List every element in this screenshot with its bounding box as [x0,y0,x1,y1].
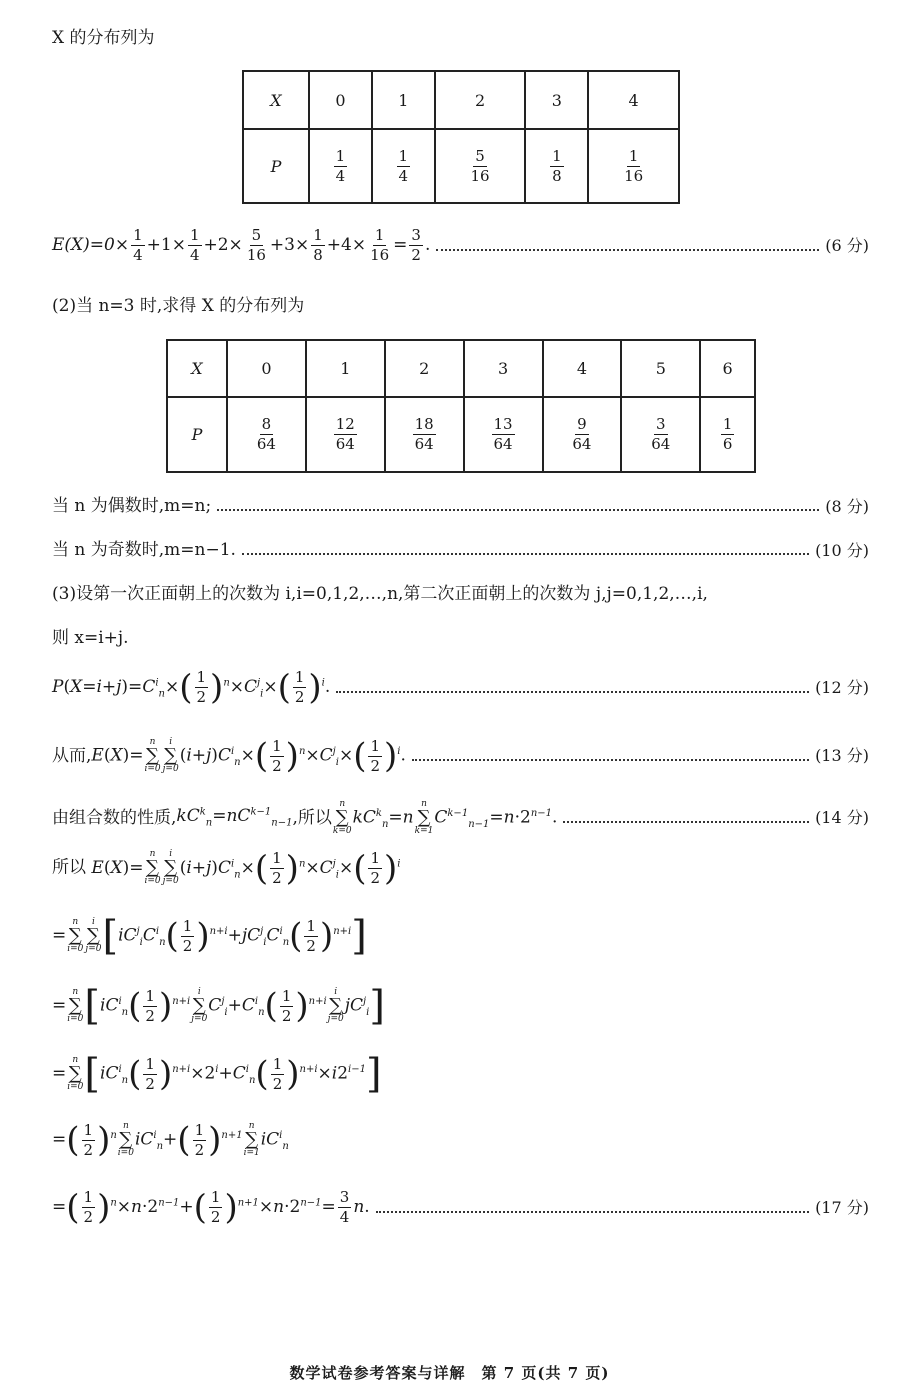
combination-identity: $kC^k_n=nC^{k-1}_{n-1}$ [176,806,293,829]
table2-x-value: 1 [306,340,385,397]
table2-p-value: $\frac{8}{64}$ [256,415,276,453]
distribution-table-1 [242,70,680,204]
table2-p-value: $\frac{9}{64}$ [572,415,592,453]
part3-line-1: (3)设第一次正面朝上的次数为 i,i=0,1,2,…,n,第二次正面朝上的次数为 j,j=0,1,2,…,i, [52,584,708,604]
page-footer: 数学试卷参考答案与详解 第 7 页(共 7 页) [289,1364,610,1382]
table2-x-value: 6 [700,340,755,397]
table2-p-label: P [167,397,227,472]
table1-x-value: 2 [435,71,526,129]
combination-sum: n ∑ k=0 $kC^k_n=n$ n ∑ k=1 $C^{k-1}_{n-1}=n\cdot 2^{n-1}$. [332,799,558,836]
table2-p-value: $\frac{13}{64}$ [493,415,513,453]
table1-x-value: 0 [309,71,372,129]
probability-formula-line [52,667,869,708]
table1-p-value: $\frac{1}{4}$ [398,146,409,185]
table2-p-value: $\frac{3}{64}$ [651,415,671,453]
table1-p-value: $\frac{1}{16}$ [624,146,644,185]
score-label: (8 分) [825,496,869,516]
table1-p-value: $\frac{5}{16}$ [470,146,490,185]
expectation-line: E(X)=0× $\frac{1}{4}$ +1× $\frac{1}{4}$ +2× $\frac{5}{16}$ +3× $\frac{1}{8}$ +4× $\frac{1}{16}$ = $\frac{3}{2}$ . (6 分) [52,226,869,264]
table1-x-value: 1 [372,71,435,129]
table2-x-value: 4 [543,340,622,397]
table2-x-value: 2 [385,340,464,397]
table1-p-value: $\frac{1}{8}$ [552,146,562,185]
derivation-step-1: = n ∑ i=0 i ∑ j=0 [$iC^j_iC^i_n$( $\frac{1}{2}$ )$^{n+i}+jC^j_iC^i_n$( $\frac{1}{2}$ )$^{n+i}$] [52,913,367,959]
table2-p-value: $\frac{1}{6}$ [722,415,733,453]
derivation-step-2: = n ∑ i=0 [$iC^i_n$( $\frac{1}{2}$ )$^{n+i}$ i ∑ j=0 $C^j_i+C^i_n$( $\frac{1}{2}$ )$^{n+i}$ i ∑ j=0 $jC^j_i$] [52,983,385,1029]
final-formula: =( $\frac{1}{2}$ )$^n\times n\cdot 2^{n-1}+$( $\frac{1}{2}$ )$^{n+1}\times n\cdot 2^{n-1}=$ $\frac{3}{4}$ n. [52,1187,370,1228]
probability-formula: $P(X=i+j)=C^i_n\times$( $\frac{1}{2}$ )$^n\times C^j_i\times$( $\frac{1}{2}$ )$^i$. [52,667,331,708]
table1-x-value: 3 [525,71,588,129]
score-label: (17 分) [815,1197,869,1217]
leader-dots [376,1211,809,1213]
distribution-table-2 [166,339,756,473]
table2-p-value: $\frac{12}{64}$ [335,415,355,453]
score-label: (12 分) [815,677,869,697]
score-label: (6 分) [825,235,869,255]
table2-x-label: X [167,340,227,397]
even-case-line: 当 n 为偶数时,m=n; (8 分) [52,496,869,516]
intro-line-1: X 的分布列为 [52,28,155,48]
final-result-line [52,1187,869,1228]
table1-p-label: P [243,129,309,203]
leader-dots [436,249,819,251]
derivation-step-3: = n ∑ i=0 [$iC^i_n$( $\frac{1}{2}$ )$^{n+i}\times 2^i+C^i_n$( $\frac{1}{2}$ )$^{n+i}\times i2^{i-1}$] [52,1051,382,1097]
leader-dots [563,821,809,823]
table2-x-value: 3 [464,340,543,397]
table1-x-value: 4 [588,71,679,129]
leader-dots [242,553,809,555]
table2-p-value: $\frac{18}{64}$ [414,415,434,453]
leader-dots [412,759,809,761]
so-line: 所以 E(X)= n ∑ i=0 i ∑ j=0 $(i+j)C^i_n\times$( $\frac{1}{2}$ )$^n\times C^j_i\times$( $\frac{1}{2}$ )$^i$ [52,848,401,888]
score-label: (10 分) [815,540,869,560]
derivation-step-4: =( $\frac{1}{2}$ )$^n$ n ∑ i=0 $iC^i_n+$( $\frac{1}{2}$ )$^{n+1}$ n ∑ i=1 $iC^i_n$ [52,1120,289,1160]
leader-dots [217,509,819,511]
combination-property-line: 由组合数的性质, $kC^k_n=nC^{k-1}_{n-1}$ ,所以 n ∑ k=0 $kC^k_n=n$ n ∑ k=1 $C^{k-1}_{n-1}=n\cdot 2^{n-1}$. (14 分) [52,799,869,836]
score-label: (14 分) [815,808,869,828]
table1-p-value: $\frac{1}{4}$ [335,146,346,185]
table1-x-label: X [243,71,309,129]
part3-line-2: 则 x=i+j. [52,628,129,648]
leader-dots [336,691,809,693]
intro-line-2: (2)当 n=3 时,求得 X 的分布列为 [52,296,305,316]
expectation-sum-formula: E(X)= n ∑ i=0 i ∑ j=0 $(i+j)C^i_n\times$( $\frac{1}{2}$ )$^n\times C^j_i\times$( $\frac{1}{2}$ )$^i$. [91,736,406,776]
score-label: (13 分) [815,746,869,766]
table2-x-value: 5 [621,340,700,397]
odd-case-line: 当 n 为奇数时,m=n−1. (10 分) [52,540,869,560]
so-formula: E(X)= n ∑ i=0 i ∑ j=0 $(i+j)C^i_n\times$( $\frac{1}{2}$ )$^n\times C^j_i\times$( $\frac{1}{2}$ )$^i$ [91,848,401,888]
expectation-sum-line: 从而, E(X)= n ∑ i=0 i ∑ j=0 $(i+j)C^i_n\times$( $\frac{1}{2}$ )$^n\times C^j_i\times$( $\frac{1}{2}$ )$^i$. (13 分) [52,736,869,776]
table2-x-value: 0 [227,340,306,397]
